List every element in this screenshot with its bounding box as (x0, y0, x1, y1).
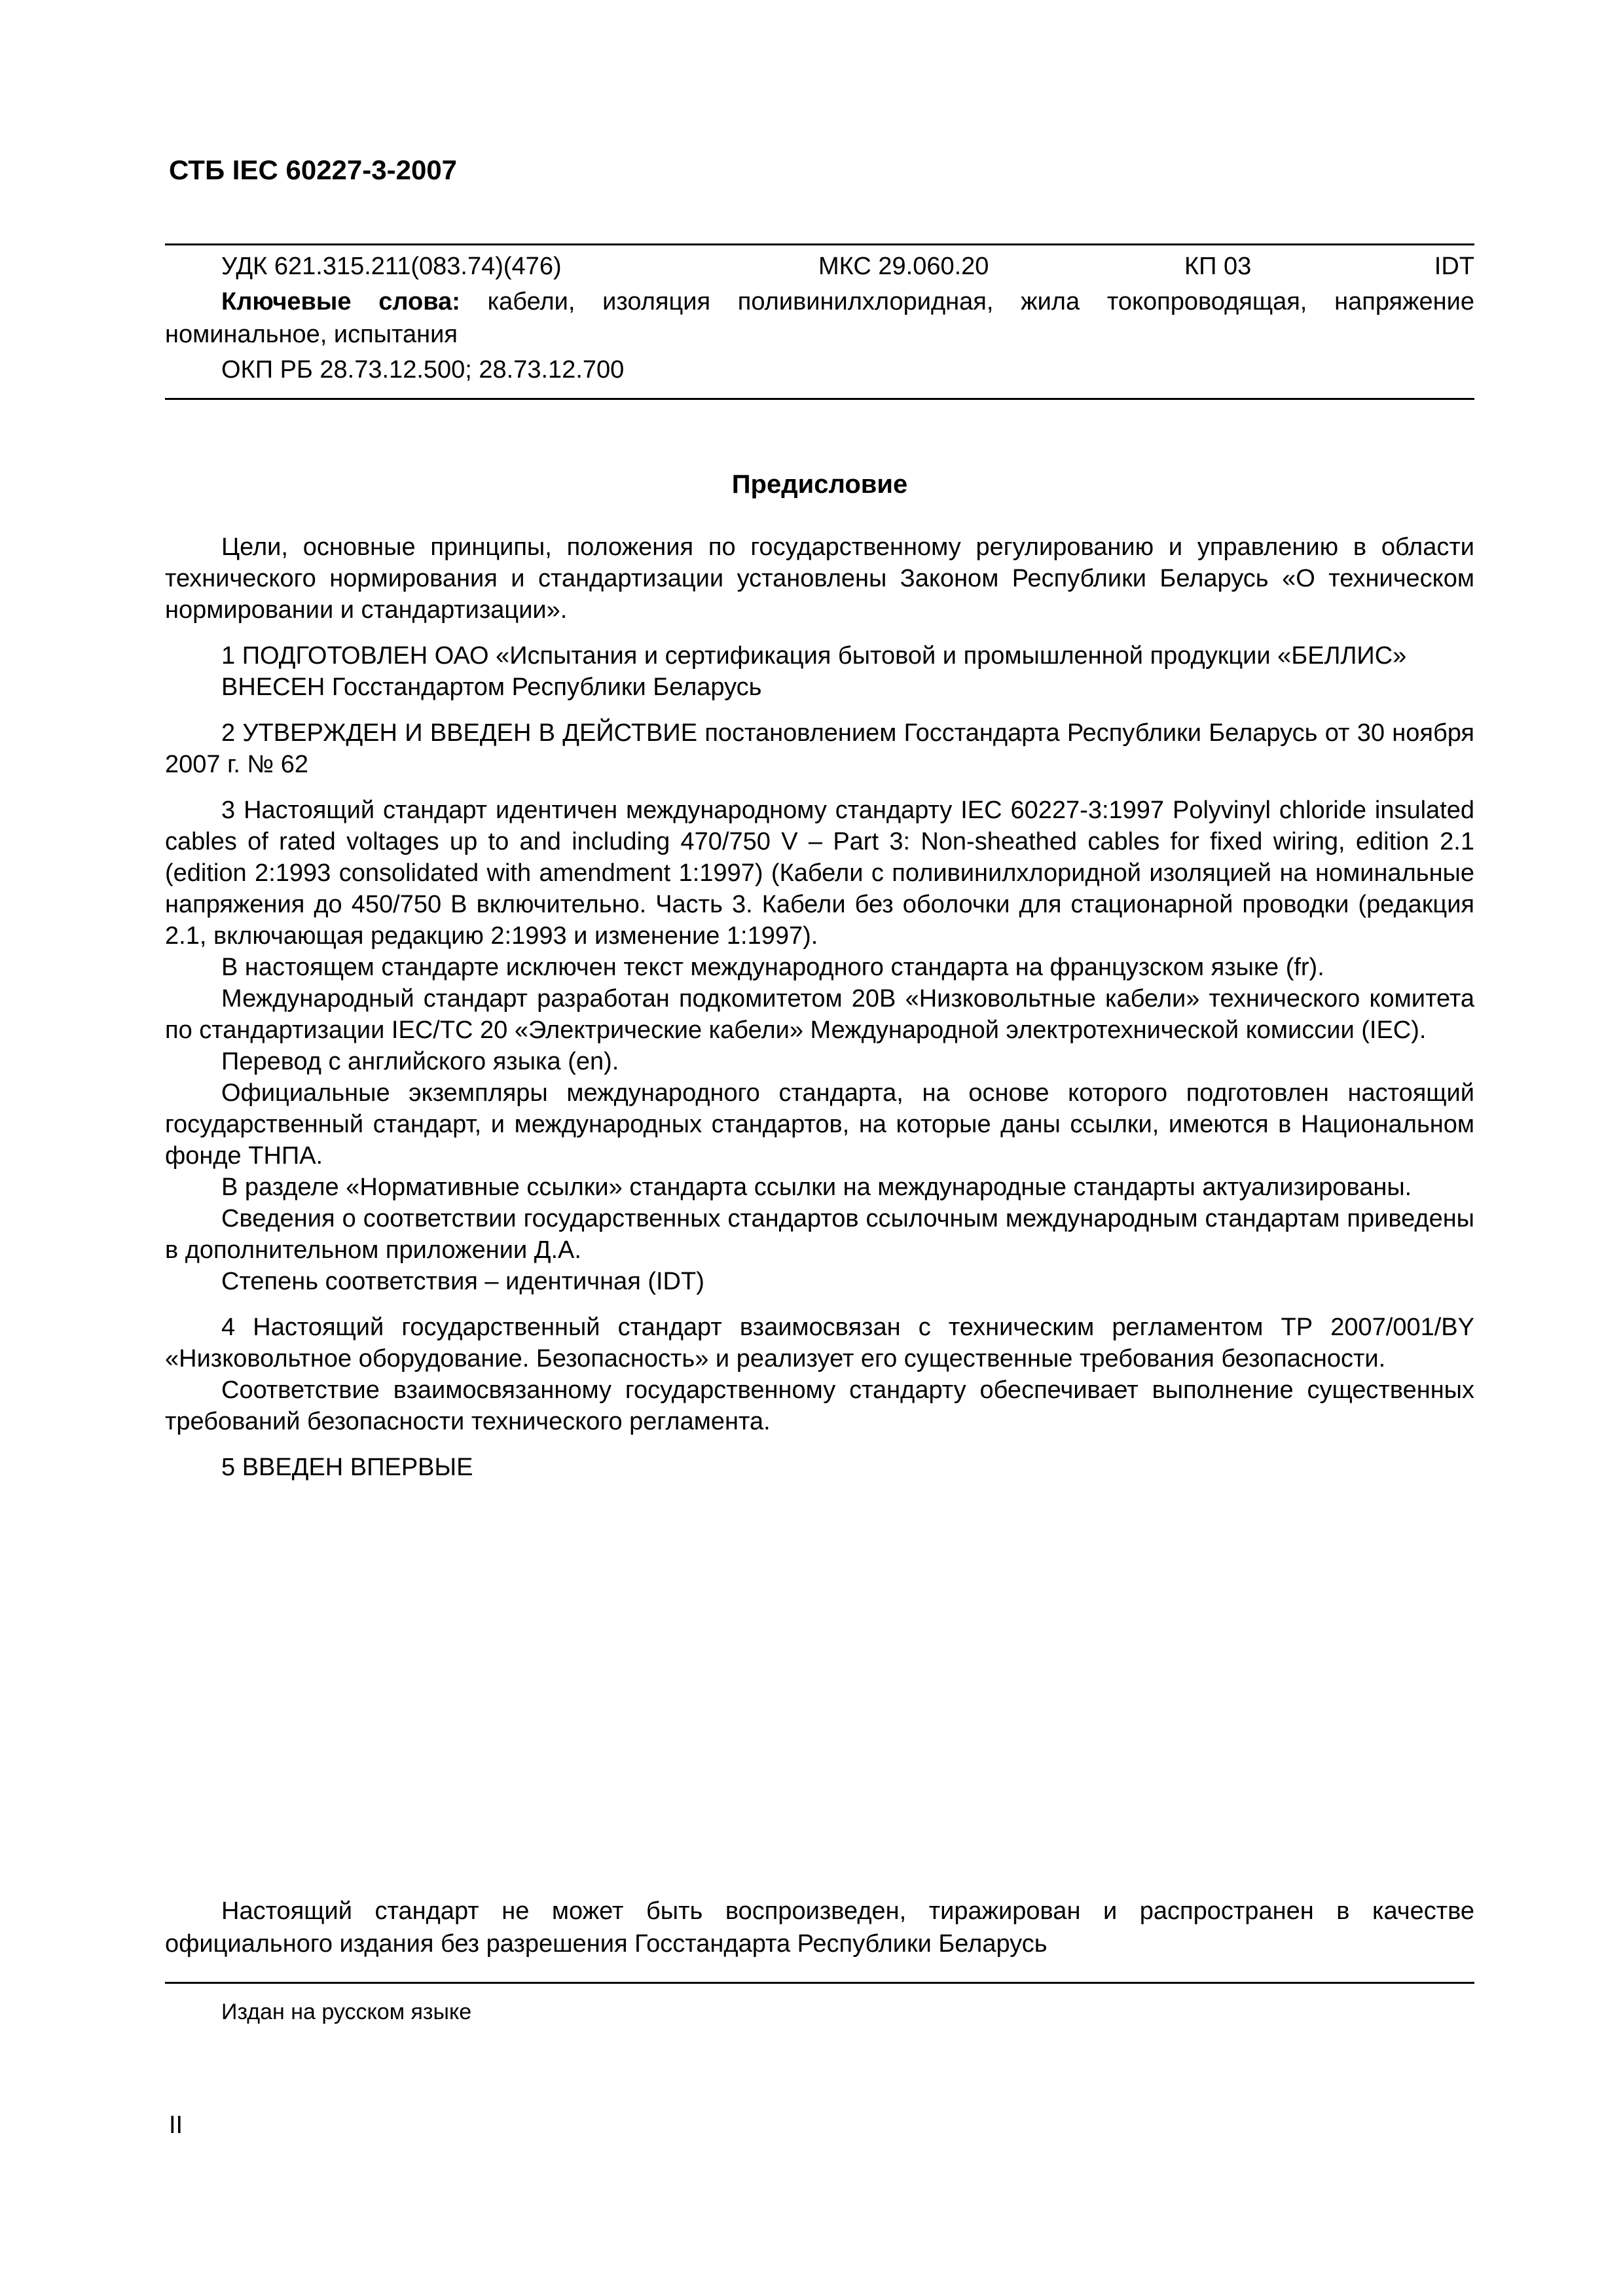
item-4-compliance: Соответствие взаимосвязанному государственному стандарту обеспечивает выполнение существенных требований безопасности технического регламента. (165, 1376, 1474, 1435)
preface-title: Предисловие (731, 470, 908, 499)
keywords-paragraph (165, 285, 1474, 351)
keywords-text: кабели, изоляция поливинилхлоридная, жила токопроводящая, напряжение номинальное, испытания (165, 288, 1475, 348)
item-3-translation: Перевод с английского языка (en). (221, 1048, 619, 1075)
reproduction-notice: Настоящий стандарт не может быть воспроизведен, тиражирован и распространен в качестве официального издания без разрешения Госстандарта Республики Беларусь (165, 1897, 1474, 1958)
item-1-introduced: ВНЕСЕН Госстандартом Республики Беларусь (221, 673, 762, 701)
item-3-references: В разделе «Нормативные ссылки» стандарта ссылки на международные стандарты актуализированы. (221, 1174, 1412, 1201)
item-3-french-excluded: В настоящем стандарте исключен текст международного стандарта на французском языке (fr). (221, 954, 1324, 981)
item-3-conformity: Сведения о соответствии государственных стандартов ссылочным международным стандартам приведены в дополнительном приложении Д.А. (165, 1205, 1474, 1264)
item-3-developed-by: Международный стандарт разработан подкомитетом 20В «Низковольтные кабели» технического комитета по стандартизации IEC/TC 20 «Электрические кабели» Международной электротехнической комиссии (IEC). (165, 985, 1474, 1044)
page-number: II (169, 2111, 183, 2139)
kp-code: КП 03 (1184, 253, 1252, 280)
preface-intro: Цели, основные принципы, положения по государственному регулированию и управлению в области технического нормирования и стандартизации установлены Законом Республики Беларусь «О техническом нормировании и стандартизации». (165, 533, 1474, 624)
bottom-divider (165, 1982, 1474, 1984)
meta-divider (165, 398, 1474, 400)
mks-code: МКС 29.060.20 (818, 253, 989, 280)
top-divider (165, 243, 1474, 245)
item-1-prepared: 1 ПОДГОТОВЛЕН ОАО «Испытания и сертификация бытовой и промышленной продукции «БЕЛЛИС» (221, 642, 1407, 670)
item-5-first-introduced: 5 ВВЕДЕН ВПЕРВЫЕ (221, 1454, 473, 1481)
item-4-regulation: 4 Настоящий государственный стандарт взаимосвязан с техническим регламентом ТР 2007/001/BY «Низковольтное оборудование. Безопасность» и реализует его существенные требования безопасности. (165, 1314, 1474, 1372)
standard-code: СТБ IEC 60227-3-2007 (169, 154, 458, 185)
okp-code: ОКП РБ 28.73.12.500; 28.73.12.700 (221, 356, 625, 384)
item-3-identity: 3 Настоящий стандарт идентичен международному стандарту IEC 60227-3:1997 Polyvinyl chloride insulated cables of rated voltages up to and including 470/750 V – Part 3: Non-sheathed cables for fixed wiring, edition 2.1 (edition 2:1993 consolidated with amendment 1:1997) (Кабели с поливинилхлоридной изоляцией на номинальные напряжения до 450/750 В включительно. Часть 3. Кабели без оболочки для стационарной проводки (редакция 2.1, включающая редакцию 2:1993 и изменение 1:1997). (165, 797, 1474, 950)
item-3-degree: Степень соответствия – идентичная (IDT) (221, 1268, 704, 1295)
keywords-label: Ключевые слова: (221, 288, 460, 315)
item-2-approved: 2 УТВЕРЖДЕН И ВВЕДЕН В ДЕЙСТВИЕ постановлением Госстандарта Республики Беларусь от 30 ноября 2007 г. № 62 (165, 719, 1474, 778)
idt-code: IDT (1434, 253, 1474, 280)
classification-row (165, 250, 1474, 283)
udk-code: УДК 621.315.211(083.74)(476) (221, 253, 562, 280)
published-language: Издан на русском языке (221, 2000, 472, 2024)
preface-body (165, 531, 1474, 1483)
item-3-official-copies: Официальные экземпляры международного стандарта, на основе которого подготовлен настоящий государственный стандарт, и международных стандартов, на которые даны ссылки, имеются в Национальном фонде ТНПА. (165, 1079, 1474, 1170)
